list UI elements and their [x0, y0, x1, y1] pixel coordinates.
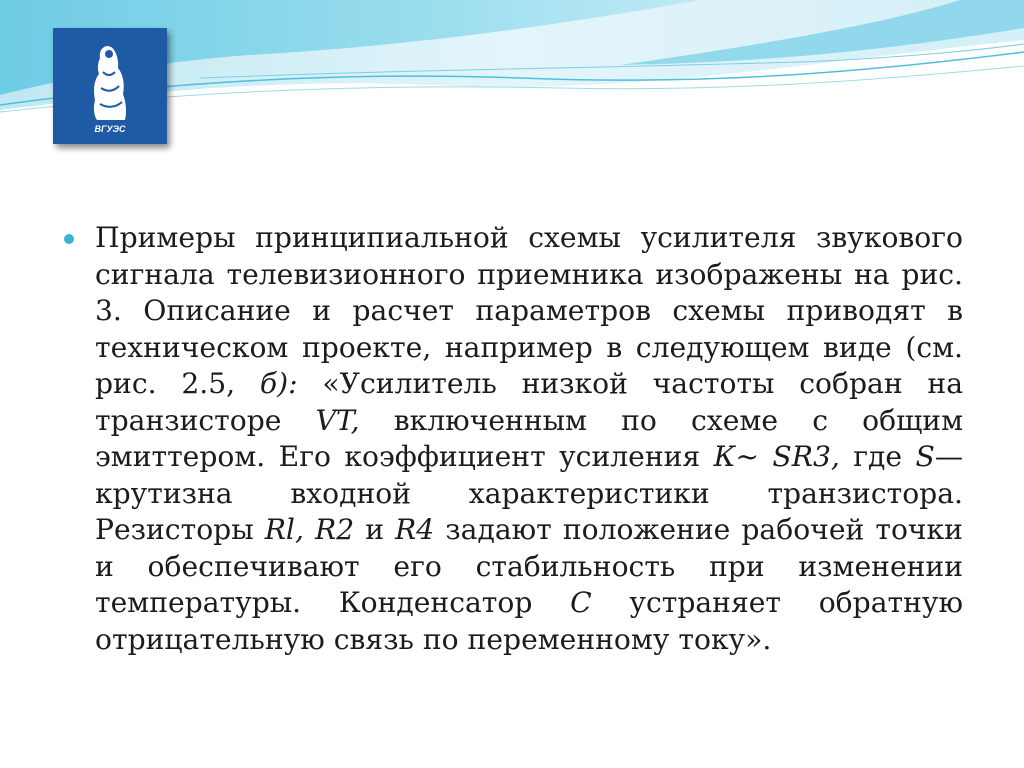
text-segment: Примеры принципиальной схемы усилителя звукового сигнала телевизионного приемника изображены на рис. 3. Описание и расчет параметров схемы приводят в техническом проекте, например в следующем виде (см. рис. 2.5, — [95, 221, 963, 400]
italic-term: С — [570, 586, 592, 619]
italic-term: б): — [259, 367, 298, 400]
italic-term: VT, — [315, 403, 360, 437]
text-segment: устраняет обратную отрицательную связь по переменному току». — [95, 586, 964, 656]
italic-term: R4 — [395, 513, 435, 546]
university-logo — [53, 28, 167, 144]
university-emblem-icon — [53, 28, 167, 144]
text-segment: «Усилитель низкой частоты собран на транзисторе — [95, 367, 963, 437]
italic-term: К~ SR3, — [713, 440, 840, 473]
logo-caption: ВГУЭС — [94, 124, 126, 134]
bullet-paragraph — [95, 220, 963, 658]
text-segment: задают положение рабочей точки и обеспечивают его стабильность при изменении температуры. Конденсатор — [95, 513, 963, 619]
text-segment: и — [354, 513, 396, 546]
italic-term: S — [915, 440, 935, 473]
italic-term: Rl, R2 — [264, 513, 355, 546]
text-segment: где — [839, 440, 916, 473]
text-segment: — крутизна входной характеристики транзистора. Резисторы — [95, 440, 963, 546]
slide-body — [95, 220, 963, 658]
text-segment: включенным по схеме с общим эмиттером. Его коэффициент усиления — [95, 403, 963, 473]
bullet-dot-icon — [64, 234, 74, 244]
